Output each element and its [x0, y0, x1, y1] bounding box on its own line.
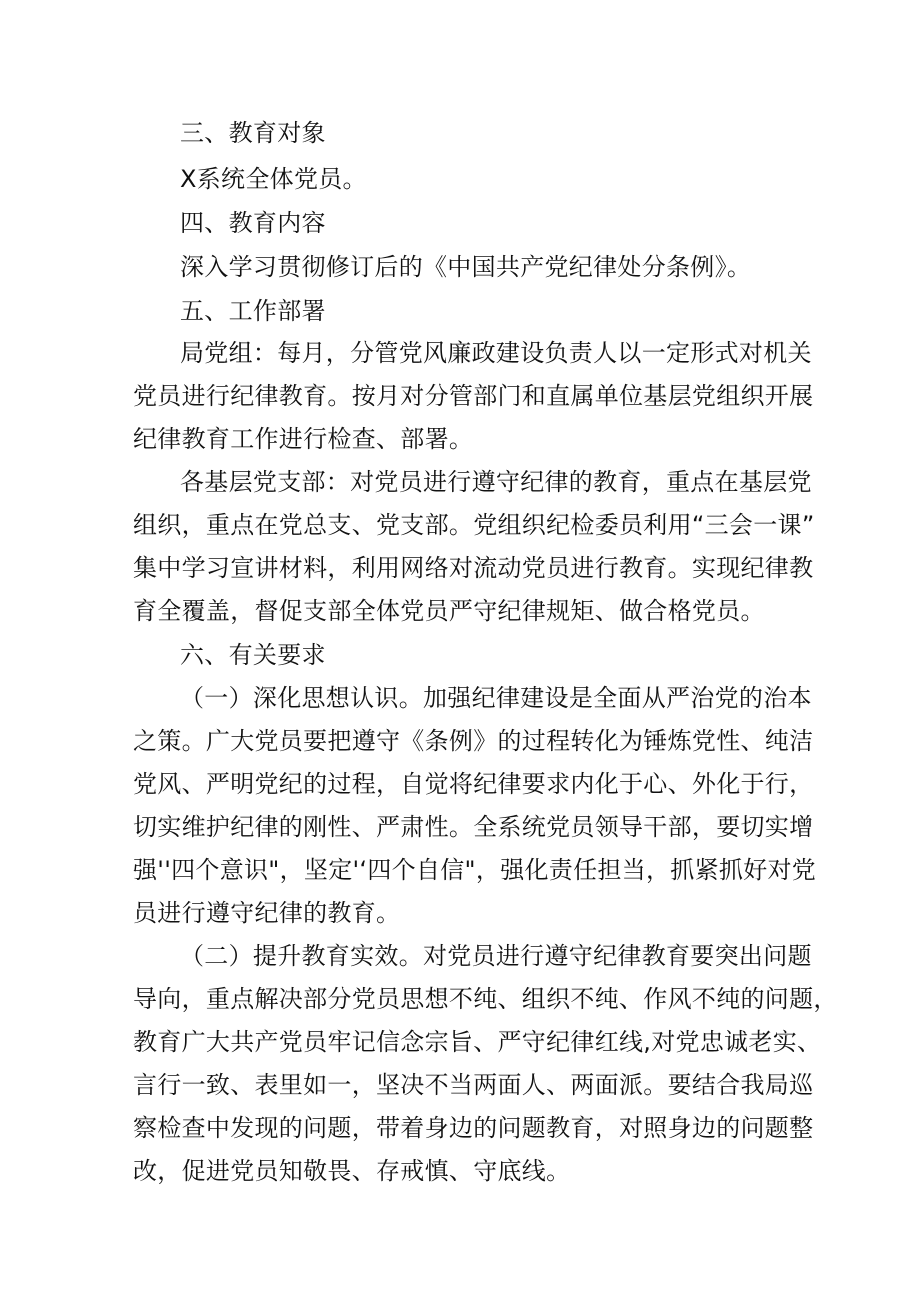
- paragraph-line: 各基层党支部：对党员进行遵守纪律的教育，重点在基层党: [180, 468, 812, 496]
- paragraph-line: 言行一致、表里如一，坚决不当两面人、两面派。要结合我局巡: [133, 1071, 814, 1099]
- paragraph-line: 党风、严明党纪的过程，自觉将纪律要求内化于心、外化于行，: [133, 770, 814, 798]
- paragraph-line: 集中学习宣讲材料，利用网络对流动党员进行教育。实现纪律教: [133, 554, 814, 582]
- paragraph-line: 组织，重点在党总支、党支部。党组织纪检委员利用“三会一课”: [133, 511, 815, 539]
- paragraph-line: 纪律教育工作进行检查、部署。: [133, 425, 474, 453]
- paragraph-line: 局党组：每月，分管党风廉政建设负责人以一定形式对机关: [180, 339, 812, 367]
- paragraph-line: 强''四个意识"，坚定'‘四个自信"，强化责任担当，抓紧抓好对党: [133, 856, 817, 884]
- paragraph-line: 育全覆盖，督促支部全体党员严守纪律规矩、做合格党员。: [133, 597, 765, 625]
- paragraph-line: 党员进行纪律教育。按月对分管部门和直属单位基层党组织开展: [133, 382, 814, 410]
- paragraph-line: 改，促进党员知敬畏、存戒慎、守底线。: [133, 1157, 571, 1185]
- paragraph-line: 导向，重点解决部分党员思想不纯、组织不纯、作风不纯的问题，: [133, 985, 838, 1013]
- paragraph-line: 之策。广大党员要把遵守《条例》的过程转化为锤炼党性、纯洁: [133, 727, 814, 755]
- section-heading-education-content: 四、教育内容: [180, 209, 326, 237]
- paragraph-line: 教育广大共产党员牢记信念宗旨、严守纪律红线,对党忠诚老实、: [133, 1028, 822, 1056]
- paragraph-line: X系统全体党员。: [180, 165, 367, 193]
- paragraph-line: （一）深化思想认识。加强纪律建设是全面从严治党的治本: [180, 684, 812, 712]
- paragraph-line: 察检查中发现的问题，带着身边的问题教育，对照身边的问题整: [133, 1114, 814, 1142]
- paragraph-line: 切实维护纪律的刚性、严肃性。全系统党员领导干部，要切实增: [133, 813, 814, 841]
- paragraph-line: （二）提升教育实效。对党员进行遵守纪律教育要突出问题: [180, 942, 812, 970]
- paragraph-line: 员进行遵守纪律的教育。: [133, 899, 401, 927]
- section-heading-education-target: 三、教育对象: [180, 119, 326, 147]
- paragraph-line: 深入学习贯彻修订后的《中国共产党纪律处分条例》。: [180, 253, 752, 281]
- section-heading-requirements: 六、有关要求: [180, 641, 326, 669]
- section-heading-work-deployment: 五、工作部署: [180, 297, 326, 325]
